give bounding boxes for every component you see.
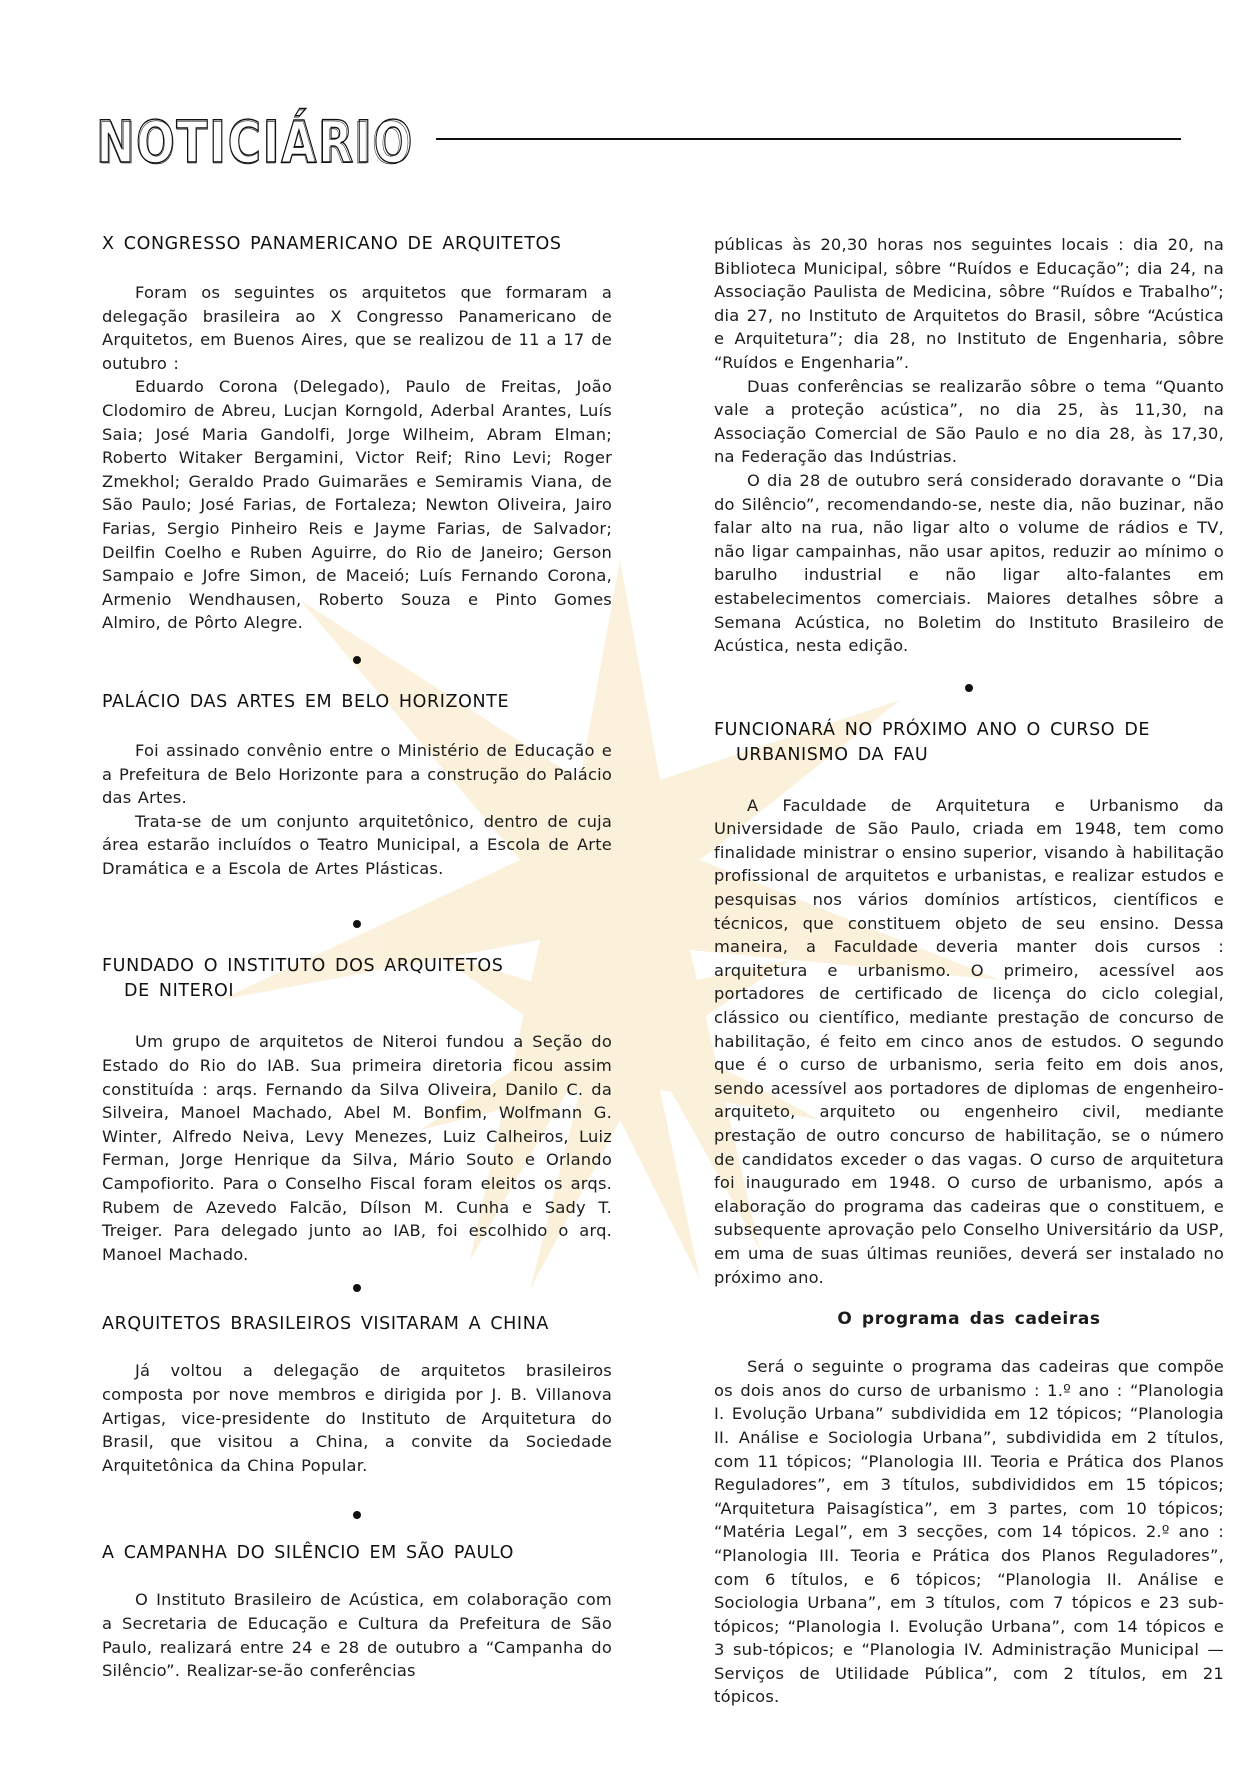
paragraph: Um grupo de arquitetos de Niteroi fundou a Seção do Estado do Rio do IAB. Sua primeira diretoria ficou assim constituída : arqs. Fernando da Silva Oliveira, Danilo C. da Silveira, Manoel Machado, Abel M. Bonfim, Wolfmann G. Winter, Alfredo Neiva, Levy Menezes, Luiz Calheiros, Luiz Ferman, Jorge Henrique da Silva, Mário Souto e Orlando Campofiorito. Para o Conselho Fiscal foram eleitos os arqs. Rubem de Azevedo Falcão, Dílson M. Cunha e Sady T. Treiger. Para delegado junto ao IAB, foi escolhido o arq. Manoel Machado.	[102, 1032, 612, 1264]
article-headline: X CONGRESSO PANAMERICANO DE ARQUITETOS	[102, 234, 562, 254]
masthead-title-text: NOTICIÁR	[96, 108, 425, 170]
masthead-title-inline: NOTICIÁR	[97, 109, 423, 170]
masthead-title-logo	[96, 100, 426, 174]
left-column	[102, 232, 612, 1683]
paragraph: Foram os seguintes os arquitetos que formaram a delegação brasileira ao X Congresso Panamericano de Arquitetos, em Buenos Aires, que se realizou de 11 a 17 de outubro :	[102, 283, 612, 373]
section-bullet	[353, 1284, 361, 1292]
article-body	[102, 1030, 612, 1266]
paragraph: Já voltou a delegação de arquitetos brasileiros composta por nove membros e dirigida por J. B. Villanova Artigas, vice-presidente do Instituto de Arquitetura do Brasil, que visitou a China, a convite da Sociedade Arquitetônica da China Popular.	[102, 1361, 612, 1475]
paragraph: O dia 28 de outubro será considerado doravante o “Dia do Silêncio”, recomendando-se, neste dia, não buzinar, não falar alto na rua, não ligar alto o volume de rádios e TV, não ligar campainhas, não usar apitos, reduzir ao mínimo o barulho industrial e não ligar alto-falantes em estabelecimentos comerciais. Maiores detalhes sôbre a Semana Acústica, no Boletim do Instituto Brasileiro de Acústica, nesta edição.	[714, 470, 1224, 656]
article-silencio	[102, 1541, 612, 1682]
section-bullet	[353, 920, 361, 928]
section-bullet	[353, 1511, 361, 1519]
paragraph: Duas conferências se realizarão sôbre o tema “Quanto vale a proteção acústica”, no dia 25, às 11,30, na Associação Comercial de São Paulo e no dia 28, às 17,30, na Federação das Indústrias.	[714, 376, 1224, 467]
article-body	[714, 233, 1224, 658]
paragraph: A Faculdade de Arquitetura e Urbanismo da Universidade de São Paulo, criada em 1948, tem como finalidade ministrar o ensino superior, visando à habilitação profissional de arquitetos e urbanistas, e realizar estudos e pesquisas nos vários domínios artísticos, científicos e técnicos, que constituem objeto de seu ensino. Dessa maneira, a Faculdade deveria manter dois cursos : arquitetura e urbanismo. O primeiro, acessível aos portadores de certificado de licença do ciclo colegial, clássico ou científico, mediante prestação de concurso de habilitação, é feito em cinco anos de estudos. O segundo que é o curso de urbanismo, seria feito em dois anos, sendo acessível aos portadores de diplomas de engenheiro-arquiteto, arquiteto ou engenheiro civil, mediante prestação de outro concurso de habilitação, se o número de candidatos exceder o das vagas. O curso de arquitetura foi inaugurado em 1948. O curso de urbanismo, após a elaboração do programa das cadeiras que o constituem, e subsequente aprovação pelo Conselho Universitário da USP, em uma de suas últimas reuniões, deverá ser instalado no próximo ano.	[714, 795, 1224, 1287]
article-body	[714, 1355, 1224, 1709]
article-congresso	[102, 232, 612, 635]
article-body	[102, 281, 612, 635]
paragraph: Foi assinado convênio entre o Ministério de Educação e a Prefeitura de Belo Horizonte para a construção do Palácio das Artes.	[102, 740, 612, 808]
article-headline: A CAMPANHA DO SILÊNCIO EM SÃO PAULO	[102, 1543, 514, 1564]
article-headline: ARQUITETOS BRASILEIROS VISITARAM A CHINA	[102, 1314, 549, 1335]
paragraph: Eduardo Corona (Delegado), Paulo de Freitas, João Clodomiro de Abreu, Lucjan Korngold, Aderbal Arantes, Luís Saia; José Maria Gandolfi, Jorge Wilheim, Abram Elman; Roberto Witaker Bergamini, Victor Reif; Rino Levi; Roger Zmekhol; Geraldo Prado Guimarães e Semiramis Viana, de São Paulo; José Farias, de Fortaleza; Newton Oliveira, Jairo Farias, Sergio Pinheiro Reis e Jayme Farias, de Salvador; Deilfin Coelho e Ruben Aguirre, do Rio de Janeiro; Gerson Sampaio e Jofre Simon, de Maceió; Luís Fernando Corona, Armenio Wendhausen, Roberto Souza e Pinto Gomes Almiro, de Pôrto Alegre.	[102, 377, 612, 633]
article-body	[102, 1359, 612, 1477]
article-body	[714, 794, 1224, 1289]
article-fau	[714, 718, 1224, 1709]
masthead-rule	[436, 138, 1181, 140]
article-china	[102, 1312, 612, 1477]
article-headline: FUNCIONARÁ NO PRÓXIMO ANO O CURSO DE URBANISMO DA FAU	[714, 719, 1151, 765]
article-headline: PALÁCIO DAS ARTES EM BELO HORIZONTE	[102, 691, 510, 712]
paragraph: Trata-se de um conjunto arquitetônico, dentro de cuja área estarão incluídos o Teatro Municipal, a Escola de Arte Dramática e a Escola de Artes Plásticas.	[102, 811, 612, 878]
article-palacio	[102, 690, 612, 881]
paragraph: O Instituto Brasileiro de Acústica, em colaboração com a Secretaria de Educação e Cultura da Prefeitura de São Paulo, realizará entre 24 e 28 de outubro a “Campanha do Silêncio”. Realizar-se-ão conferências	[102, 1590, 612, 1681]
article-subheading: O programa das cadeiras	[837, 1309, 1101, 1330]
paragraph: Será o seguinte o programa das cadeiras que compõe os dois anos do curso de urbanismo : 1.º ano : “Planologia I. Evolução Urbana” subdividida em 12 tópicos; “Planologia II. Análise e Sociologia Urbana”, subdividida em 2 títulos, com 11 tópicos; “Planologia III. Teoria e Prática dos Planos Reguladores”, em 3 títulos, subdivididos em 15 tópicos; “Arquitetura Paisagística”, em 3 partes, com 10 tópicos; “Matéria Legal”, em 3 secções, com 14 tópicos. 2.º ano : “Planologia III. Teoria e Prática dos Planos Reguladores”, com 6 títulos, e 6 tópicos; “Planologia II. Análise e Sociologia Urbana”, em 3 títulos, com 7 tópicos e 23 sub-tópicos; “Planologia I. Evolução Urbana”, com 14 tópicos e 3 sub-tópicos; e “Planologia IV. Administração Municipal — Serviços de Utilidade Pública”, com 2 títulos, em 21 tópicos.	[714, 1357, 1224, 1707]
article-body	[102, 1588, 612, 1682]
section-bullet	[353, 656, 361, 664]
article-headline: FUNDADO O INSTITUTO DOS ARQUITETOS DE NITEROI	[102, 956, 504, 1002]
right-column	[714, 233, 1224, 1709]
article-silencio-continued	[714, 233, 1224, 658]
section-bullet	[965, 684, 973, 692]
masthead	[96, 100, 1186, 170]
article-niteroi	[102, 954, 612, 1266]
article-body	[102, 739, 612, 881]
paragraph: públicas às 20,30 horas nos seguintes locais : dia 20, na Biblioteca Municipal, sôbre “Ruídos e Educação”; dia 24, na Associação Paulista de Medicina, sôbre “Ruídos e Trabalho”; dia 27, no Instituto de Arquitetos do Brasil, sôbre “Acústica e Arquitetura”; dia 28, no Instituto de Engenharia, sôbre “Ruídos e Engenharia”.	[714, 235, 1224, 372]
